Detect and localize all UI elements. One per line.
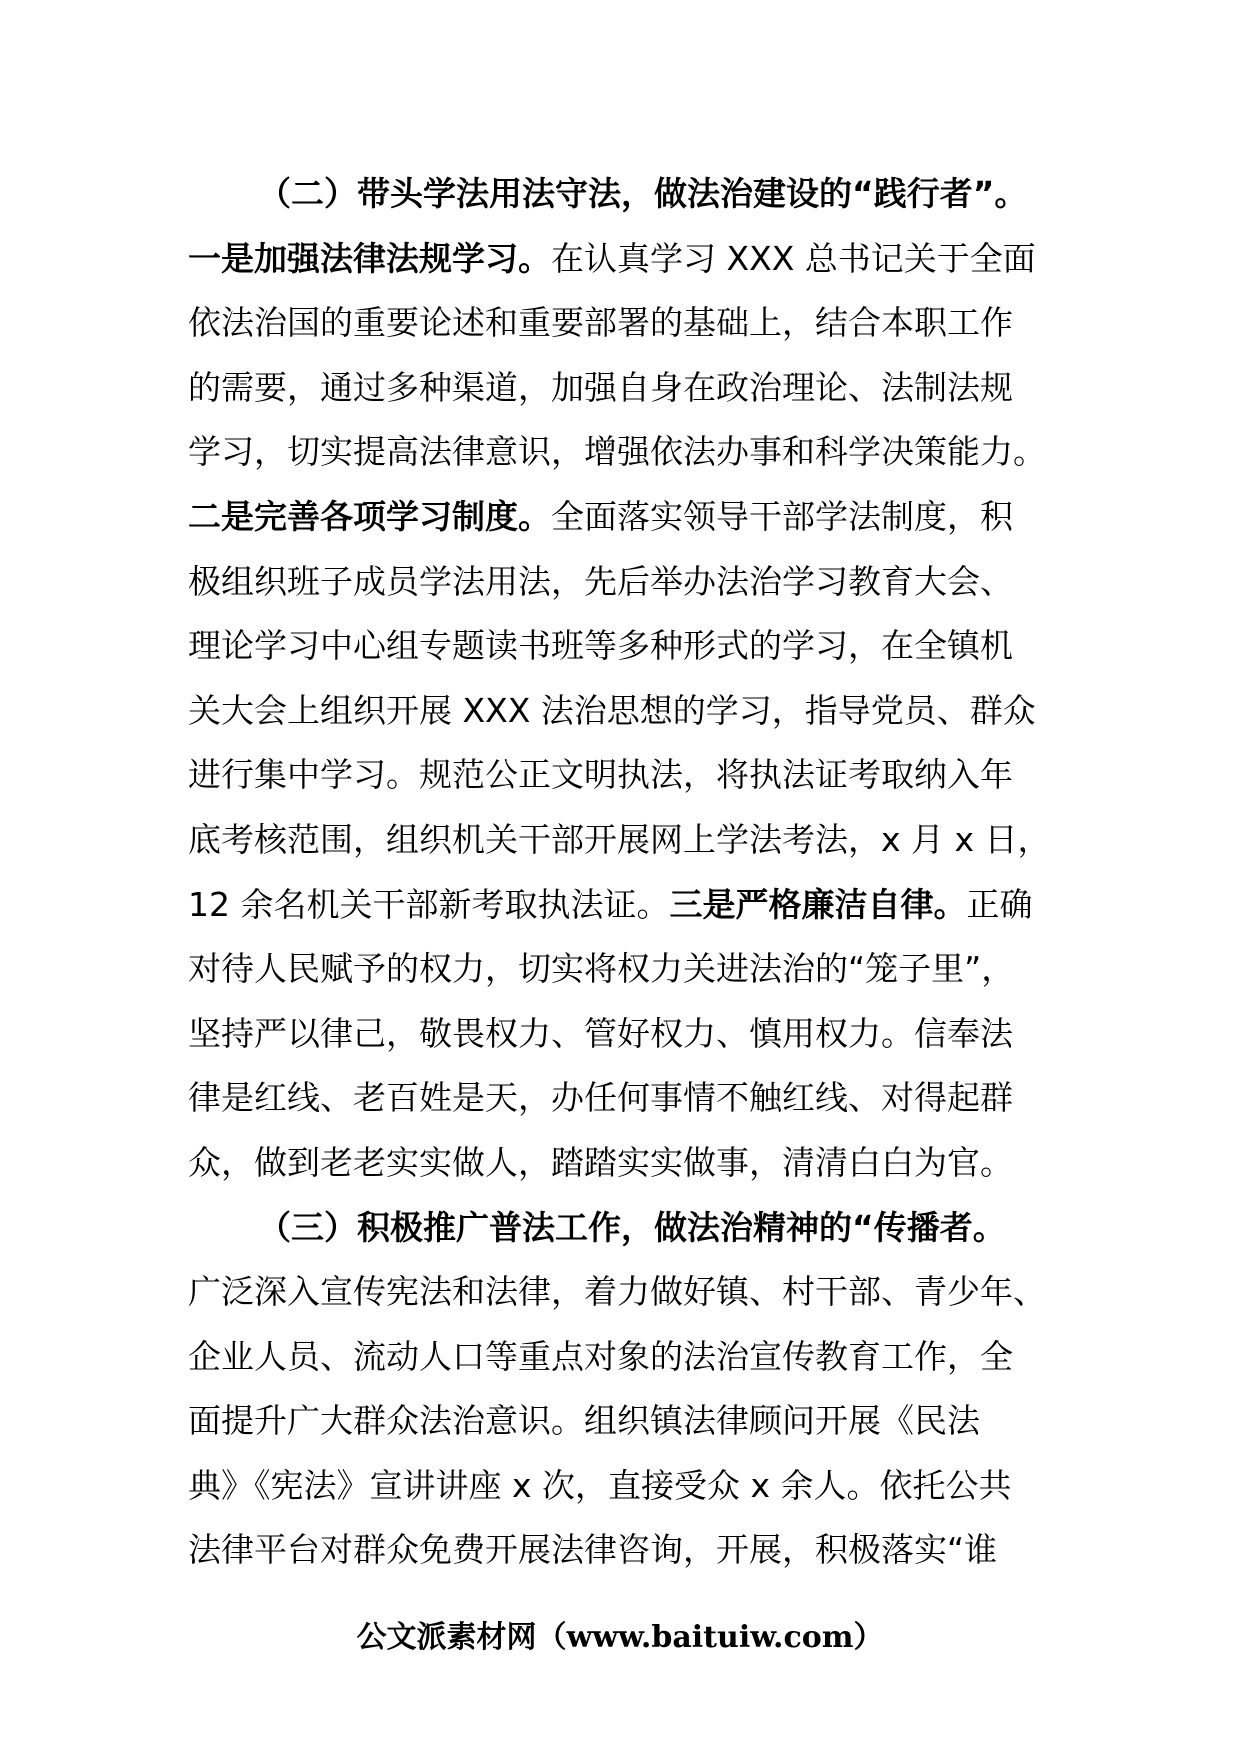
paragraph-line [188,679,1060,744]
body-text: 12 余名机关干部新考取执法证。 [188,884,670,924]
body-text: 律是红线、老百姓是天，办任何事情不触红线、对得起群 [188,1078,1013,1118]
document-body [188,162,1060,1583]
paragraph-line [188,227,1060,292]
body-text: 法律平台对群众免费开展法律咨询，开展，积极落实“谁 [188,1530,998,1570]
paragraph-line [188,614,1060,679]
body-text: 进行集中学习。规范公正文明执法，将执法证考取纳入年 [188,755,1013,795]
body-text: 对待人民赋予的权力，切实将权力关进法治的“笼子里”， [188,949,1015,989]
body-text: 众，做到老老实实做人，踏踏实实做事，清清白白为官。 [188,1142,1013,1182]
paragraph-line [188,420,1060,485]
body-text: 企业人员、流动人口等重点对象的法治宣传教育工作，全 [188,1336,1013,1376]
body-text: 底考核范围，组织机关干部开展网上学法考法，x 月 x 日， [188,819,1051,859]
body-text: 理论学习中心组专题读书班等多种形式的学习，在全镇机 [188,626,1013,666]
paragraph-line [188,356,1060,421]
paragraph-line [188,1325,1060,1390]
paragraph-line [188,937,1060,1002]
body-text: 正确 [966,884,1033,924]
section-heading-line [188,1196,1060,1261]
section-heading-line [188,162,1060,227]
paragraph-line [188,873,1060,938]
body-text: 面提升广大群众法治意识。组织镇法律顾问开展《民法 [188,1401,980,1441]
body-text: 坚持严以律己，敬畏权力、管好权力、慎用权力。信奉法 [188,1013,1013,1053]
paragraph-line [188,1389,1060,1454]
bold-text: 三是严格廉洁自律。 [669,884,967,924]
paragraph-line [188,550,1060,615]
body-text: 全面落实领导干部学法制度，积 [551,496,1013,536]
paragraph-line [188,291,1060,356]
paragraph-line [188,1002,1060,1067]
body-text: 典》《宪法》宣讲讲座 x 次，直接受众 x 余人。依托公共 [188,1465,1012,1505]
body-text: 学习，切实提高法律意识，增强依法办事和科学决策能力。 [188,432,1046,472]
bold-text: （三）积极推广普法工作，做法治精神的“传播者。 [258,1207,1006,1247]
paragraph-line [188,485,1060,550]
paragraph-line [188,743,1060,808]
paragraph-line [188,808,1060,873]
paragraph-line [188,1454,1060,1519]
body-text: 依法治国的重要论述和重要部署的基础上，结合本职工作 [188,303,1013,343]
paragraph-line [188,1518,1060,1583]
body-text: 极组织班子成员学法用法，先后举办法治学习教育大会、 [188,561,1013,601]
bold-text: 一是加强法律法规学习。 [188,238,551,278]
body-text: 广泛深入宣传宪法和法律，着力做好镇、村干部、青少年、 [188,1272,1046,1312]
body-text: 在认真学习 XXX 总书记关于全面 [551,238,1036,278]
bold-text: 二是完善各项学习制度。 [188,496,551,536]
paragraph-line [188,1260,1060,1325]
paragraph-line [188,1066,1060,1131]
body-text: 的需要，通过多种渠道，加强自身在政治理论、法制法规 [188,367,1013,407]
paragraph-line [188,1131,1060,1196]
body-text: 关大会上组织开展 XXX 法治思想的学习，指导党员、群众 [188,690,1036,730]
bold-text: （二）带头学法用法守法，做法治建设的“践行者”。 [258,174,1028,213]
footer-watermark: 公文派素材网（www.baituiw.com） [356,1620,884,1655]
